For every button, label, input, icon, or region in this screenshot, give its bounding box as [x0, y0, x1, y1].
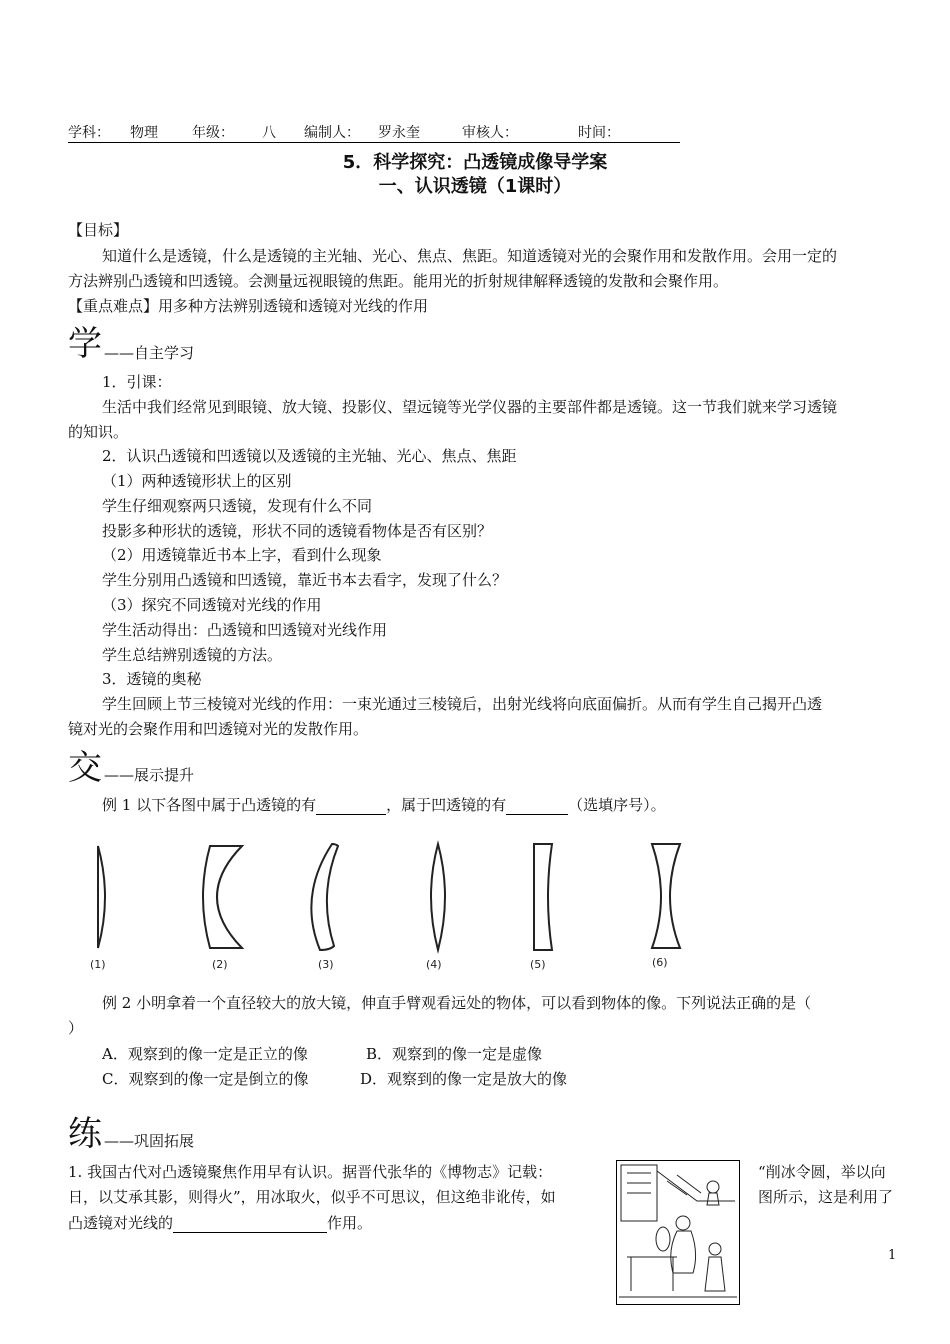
- document-title: 5．科学探究：凸透镜成像导学案: [342, 152, 608, 173]
- learn-line: 学生仔细观察两只透镜，发现有什么不同: [102, 497, 373, 515]
- question1-line2: 日，以艾承其影，则得火”，用冰取火，似乎不可思议，但这绝非讹传，如: [68, 1188, 556, 1206]
- option-c: C．观察到的像一定是倒立的像: [102, 1070, 309, 1088]
- time-label: 时间：: [578, 125, 620, 141]
- learn-line: （2）用透镜靠近书本上字，看到什么现象: [102, 546, 382, 564]
- question1-text-e: 凸透镜对光线的: [68, 1214, 174, 1232]
- lens-label-6: (6): [652, 956, 668, 969]
- learn-line: 镜对光的会聚作用和凹透镜对光的发散作用。: [68, 720, 369, 738]
- page-number: 1: [888, 1248, 897, 1263]
- lens-figures: [72, 836, 712, 976]
- section-show-title: ——展示提升: [104, 766, 195, 784]
- learn-line: 3．透镜的奥秘: [102, 670, 202, 688]
- lens-1-shape: [98, 846, 105, 948]
- ice-lens-illustration: [616, 1160, 740, 1305]
- example2-question-line1: 例 2 小明拿着一个直径较大的放大镜，伸直手臂观看远处的物体，可以看到物体的像。下列说法正确的是（: [102, 994, 812, 1012]
- question1-text-f: 作用。: [327, 1214, 373, 1232]
- question1-line1: 1. 我国古代对凸透镜聚焦作用早有认识。据晋代张华的《博物志》记载：: [68, 1163, 553, 1181]
- section-char-practice: 练: [68, 1114, 102, 1154]
- lens-5-shape: [534, 844, 552, 950]
- example1-question: [102, 794, 666, 815]
- learn-line: 学生分别用凸透镜和凹透镜，靠近书本去看字，发现了什么？: [102, 571, 508, 589]
- learn-line: 1．引课：: [102, 373, 172, 391]
- ice-lens-drawing: [617, 1161, 739, 1304]
- section-learn-title: ——自主学习: [104, 344, 195, 362]
- learn-line: 2．认识凸透镜和凹透镜以及透镜的主光轴、光心、焦点、焦距: [102, 447, 517, 465]
- question1-line3: [68, 1212, 372, 1233]
- learn-line: （1）两种透镜形状上的区别: [102, 472, 292, 490]
- key-difficulty: 【重点难点】用多种方法辨别透镜和透镜对光线的作用: [68, 297, 429, 315]
- goal-text-line1: 知道什么是透镜，什么是透镜的主光轴、光心、焦点、焦距。知道透镜对光的会聚作用和发散作用。会用一定的: [102, 247, 838, 265]
- subject-value: 物理: [130, 125, 158, 141]
- example2-question-line2: ）: [68, 1019, 84, 1037]
- option-a: A．观察到的像一定是正立的像: [102, 1045, 308, 1063]
- lens-3-shape: [311, 844, 338, 950]
- example1-blank-convex[interactable]: [316, 794, 386, 815]
- learn-line: （3）探究不同透镜对光线的作用: [102, 596, 322, 614]
- learn-line: 投影多种形状的透镜，形状不同的透镜看物体是否有区别？: [102, 522, 493, 540]
- lens-label-3: (3): [318, 958, 334, 971]
- lens-label-1: (1): [90, 958, 106, 971]
- lens-label-2: (2): [212, 958, 228, 971]
- learn-line: 学生总结辨别透镜的方法。: [102, 646, 283, 664]
- example1-text-b: ，属于凹透镜的有: [386, 796, 507, 814]
- header-info-line: [68, 122, 680, 143]
- question1-line2-right: 图所示，这是利用了: [758, 1188, 894, 1206]
- grade-label: 年级：: [192, 125, 234, 141]
- goal-text-line2: 方法辨别凸透镜和凹透镜。会测量远视眼镜的焦距。能用光的折射规律解释透镜的发散和会聚作用。: [68, 272, 729, 290]
- section-char-show: 交: [68, 748, 102, 788]
- grade-value: 八: [262, 125, 276, 141]
- section-char-learn: 学: [68, 324, 102, 364]
- example1-text-c: （选填序号）。: [568, 796, 666, 814]
- example1-text-a: 例 1 以下各图中属于凸透镜的有: [102, 796, 317, 814]
- learn-line: 学生回顾上节三棱镜对光线的作用：一束光通过三棱镜后，出射光线将向底面偏折。从而有学生自己揭开凸透: [102, 695, 823, 713]
- option-b: B．观察到的像一定是虚像: [366, 1045, 543, 1063]
- section-practice-title: ——巩固拓展: [104, 1132, 195, 1150]
- document-subtitle: 一、认识透镜（1课时）: [378, 176, 572, 197]
- lens-4-shape: [431, 844, 445, 950]
- lens-label-4: (4): [426, 958, 442, 971]
- example1-blank-concave[interactable]: [506, 794, 568, 815]
- option-d: D．观察到的像一定是放大的像: [360, 1070, 568, 1088]
- goal-heading: 【目标】: [68, 221, 129, 239]
- learn-line: 的知识。: [68, 423, 129, 441]
- reviewer-label: 审核人：: [462, 125, 518, 141]
- editor-label: 编制人：: [304, 125, 360, 141]
- lens-6-shape: [652, 844, 680, 948]
- editor-value: 罗永奎: [378, 125, 420, 141]
- question1-blank[interactable]: [173, 1212, 327, 1233]
- subject-label: 学科：: [68, 125, 110, 141]
- lens-label-5: (5): [530, 958, 546, 971]
- learn-line: 生活中我们经常见到眼镜、放大镜、投影仪、望远镜等光学仪器的主要部件都是透镜。这一节我们就来学习透镜: [102, 398, 838, 416]
- lens-2-shape: [203, 846, 242, 948]
- question1-line1-right: “削冰令圆，举以向: [758, 1163, 886, 1181]
- learn-line: 学生活动得出：凸透镜和凹透镜对光线作用: [102, 621, 388, 639]
